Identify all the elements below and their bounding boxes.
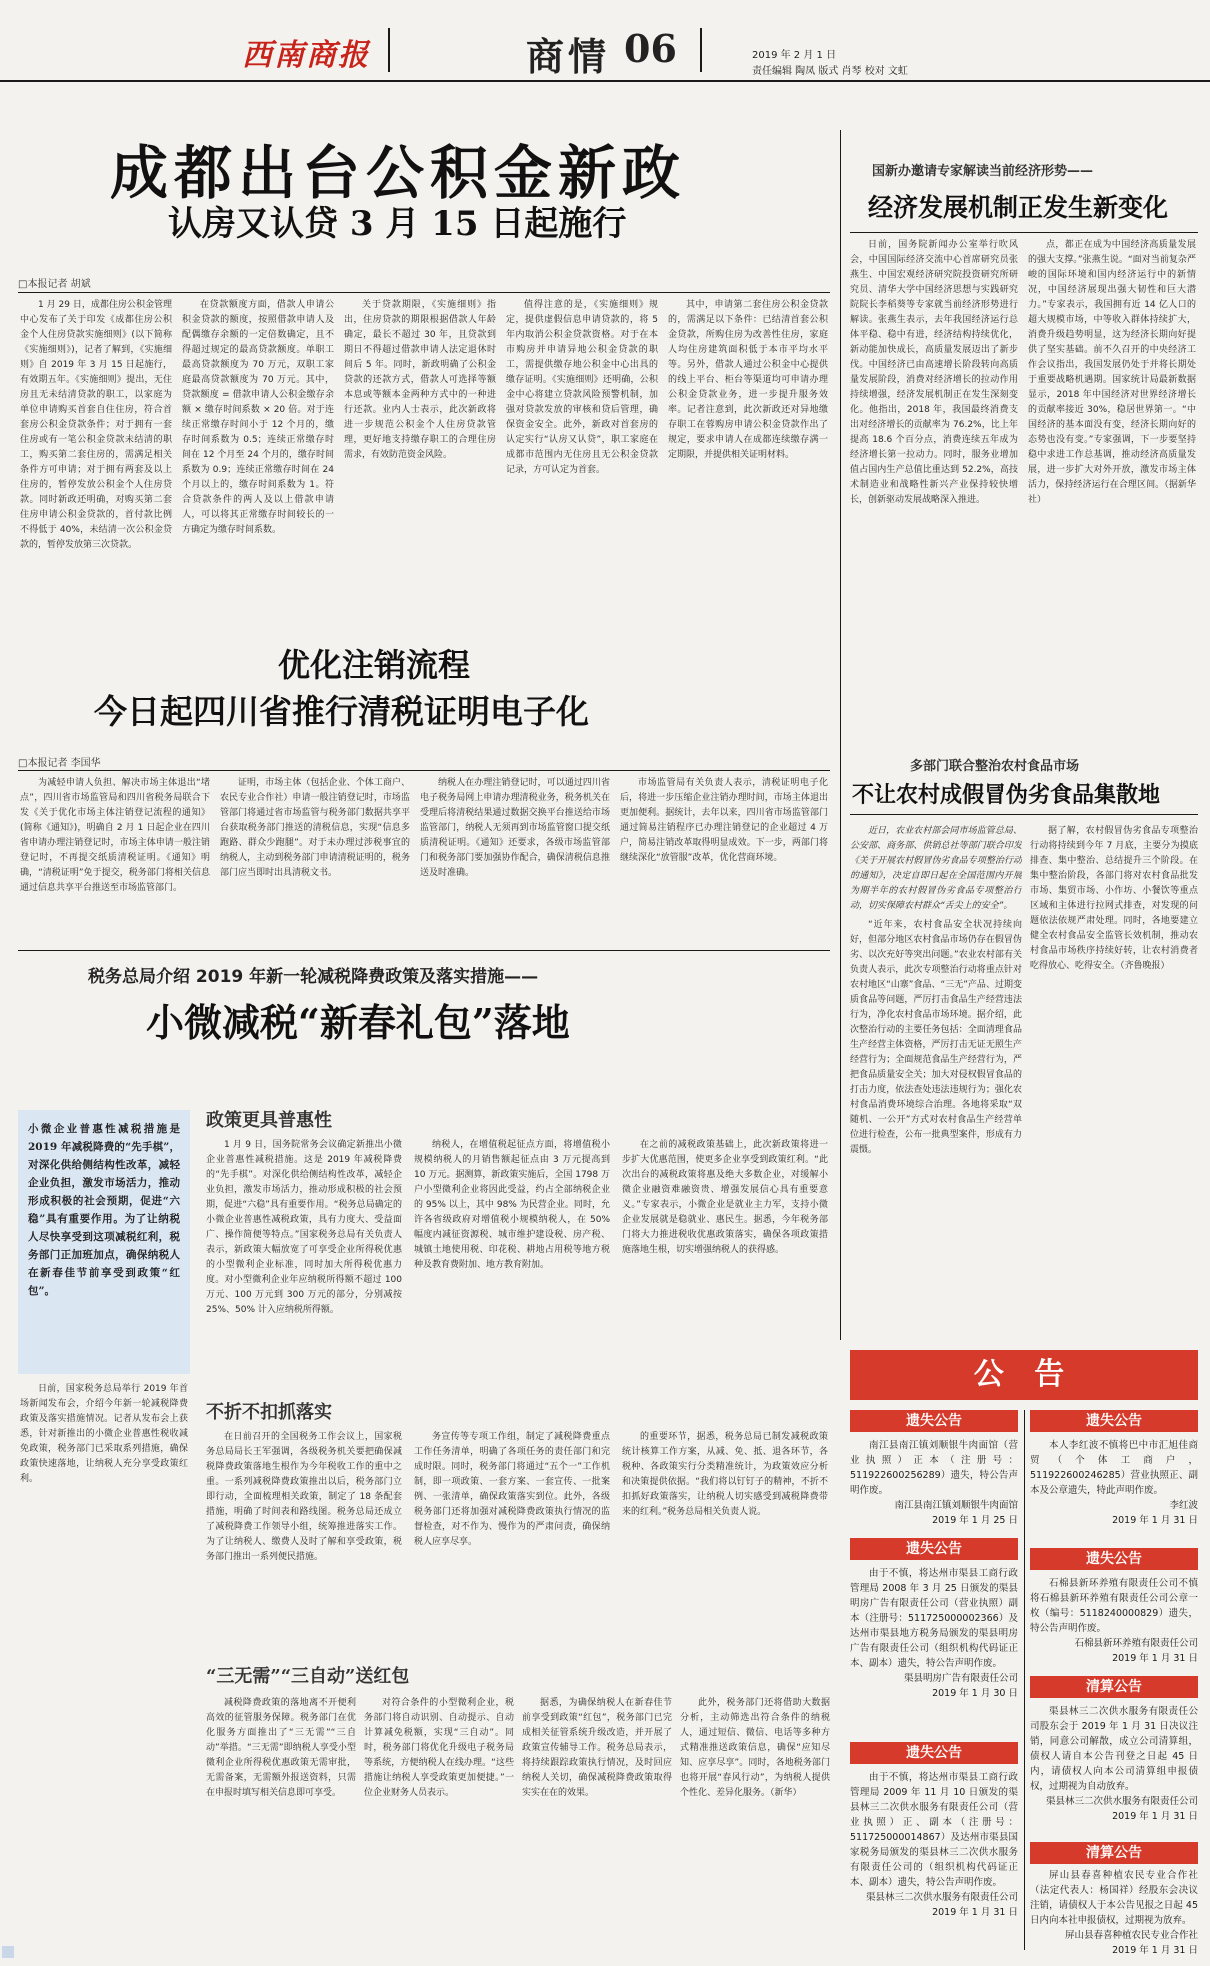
a2-column-2 [1028,238,1196,708]
a5-headline: 小微减税“新春礼包”落地 [146,1000,570,1045]
a4-kicker: 多部门联合整治农村食品市场 [910,759,1080,774]
a3-headline: 优化注销流程 [278,646,471,684]
masthead-divider-2 [700,28,702,72]
notice-4-head: 遗失公告 [1030,1410,1198,1432]
notice-5-date: 2019 年 1 月 31 日 [1112,1653,1198,1664]
a5-s1-col3-text: 在之前的减税政策基础上，此次新政策将进一步扩大优惠范围，使更多企业享受到政策红利。“此次出台的减税政策将惠及绝大多数企业，对缓解小微企业融资难融资贵、增强发展信心具有重要意义。”专家表示，小微企业是就业主力军，支持小微企业发展就是稳就业、惠民生。据悉，今年税务部门将大力推进税收优惠政策落实，确保各项政策措施落地生根，切实增强纳税人的获得感。 [622,1140,828,1255]
masthead-bottom-rule [0,80,1210,82]
editor-credits: 责任编辑 陶凤 版式 肖琴 校对 文虹 [752,66,908,77]
a1-col1-text: 1 月 29 日，成都住房公积金管理中心发布了关于印发《成都住房公积金个人住房贷款实施细则》(以下简称《实施细则》)，记者了解到，《实施细则》自 2019 年 3 月 15 日起施行，有效期五年。《实施细则》提出，无住房且无未结清贷款的职工，以家庭为单位申请购买首套自住住房，符合首套房公积金贷款条件；对于拥有一套住房或有一笔公积金贷款未结清的职工，购买第二套住房的，需满足相关条件方可申请；对于拥有两套及以上住房的，暂停发放公积金个人住房贷款。同时新政还明确，对购买第二套住房申请公积金贷款的，首付款比例不得低于 40%，未结清一次公积金贷款的，暂停发放第三次贷款。 [20,300,172,550]
notice-3-date: 2019 年 1 月 31 日 [932,1907,1018,1918]
a3-col3-text: 纳税人在办理注销登记时，可以通过四川省电子税务局网上申请办理清税业务，税务机关在受理后将清税结果通过数据交换平台推送给市场监管部门，纳税人无须再到市场监管窗口提交纸质清税证明。《通知》还要求，各级市场监管部门和税务部门要加强协作配合，确保清税信息推送及时准确。 [420,778,610,878]
masthead [0,0,1210,80]
section-title: 商情 [526,34,611,79]
issue-date: 2019 年 2 月 1 日 [752,50,837,61]
a5-s3-column-2 [364,1696,514,1942]
notice-2 [850,1538,1018,1734]
a5-section-2-head: 不折不扣抓落实 [206,1402,332,1423]
a5-s1-col1-text: 1 月 9 日，国务院常务会议确定新推出小微企业普惠性减税措施。这是 2019 年减税降费的“先手棋”。对深化供给侧结构性改革，减轻企业负担，激发市场活力，推动形成积极的社会预期，促进“六稳”具有重要作用。“税务总局确定的小微企业普惠性减税政策，具有力度大、受益面广、操作简便等特点。”国家税务总局有关负责人表示，新政策大幅放宽了可享受企业所得税优惠的小型微利企业标准，同时加大所得税优惠力度。对小型微利企业年应纳税所得额不超过 100 万元、100 万元到 300 万元的部分，分别减按 25%、50% 计入应纳税所得额。 [206,1140,402,1315]
a4-lead [850,824,1022,914]
a5-section-1-head: 政策更具普惠性 [206,1110,332,1131]
a1-headline: 成都出台公积金新政 [110,139,687,207]
notices-header [850,1350,1198,1400]
a1-column-1 [20,298,172,614]
a5-s3-col3-text: 据悉，为确保纳税人在新春佳节前享受到政策“红包”，税务部门已完成相关征管系统升级改造，并开展了政策宣传辅导工作。税务总局表示，将持续跟踪政策执行情况，及时回应纳税人关切，确保减税降费政策取得实实在在的效果。 [522,1698,672,1798]
masthead-logo: 西南商报 [242,38,370,73]
a5-s1-column-1 [206,1138,402,1374]
notice-6-sign: 渠县林三二次供水服务有限责任公司 [1045,1796,1198,1807]
notice-7-sign: 屏山县春喜种植农民专业合作社 [1064,1930,1198,1941]
a1-rule [18,292,830,293]
notice-1-head: 遗失公告 [850,1410,1018,1432]
a5-top-rule [18,950,830,951]
a5-s1-col2-text: 纳税人，在增值税起征点方面，将增值税小规模纳税人的月销售额起征点由 3 万元提高到 10 万元。据测算，新政策实施后，全国 1798 万户小型微利企业将因此受益，约占全部纳税企业的 95% 以上，其中 98% 为民营企业。同时，允许各省级政府对增值税小规模纳税人，在 50% 幅度内减征资源税、城市维护建设税、房产税、城镇土地使用税、印花税、耕地占用税等地方税种及教育费附加、地方教育附加。 [414,1140,610,1270]
notice-5-text: 石棉县新环养殖有限责任公司不慎将石棉县新环养殖有限责任公司公章一枚（编号：5118240000829）遗失，特公告声明作废。 [1030,1578,1198,1634]
a5-sidebar-col2 [20,1382,188,1942]
notice-7 [1030,1842,1198,1954]
a5-s2-column-2 [414,1430,610,1642]
a5-s1-column-3 [622,1138,828,1374]
a3-col1-text: 为减轻申请人负担、解决市场主体退出“堵点”，四川省市场监管局和四川省税务局联合下发《关于优化市场主体注销登记流程的通知》(简称《通知》)，明确自 2 月 1 日起企业在四川省申请办理注销登记时，市场主体申请一般注销登记时，不再提交纸质清税证明。《通知》明确，“清税证明”免于提交，税务部门将相关信息通过信息共享平台推送至市场监管部门。 [20,778,210,893]
a1-col5-text: 其中，申请第二套住房公积金贷款的，需满足以下条件：已结清首套公积金贷款，所购住房为改善性住房，家庭人均住房建筑面积低于本市平均水平等。另外，借款人通过公积金中心提供的线上平台、柜台等渠道均可申请办理公积金贷款业务，进一步提升服务效率。记者注意到，此次新政还对异地缴存职工在蓉购房申请公积金贷款作出了规定，要求申请人在成都连续缴存满一定期限，并提供相关证明材料。 [668,300,828,460]
a2-col1-text: 日前，国务院新闻办公室举行吹风会，中国国际经济交流中心首席研究员张燕生、中国宏观经济研究院投资研究所研究员、清华大学中国经济思想与实践研究院院长李稻葵等专家就当前经济形势进行解读。张燕生表示，去年我国经济运行总体平稳、稳中有进，经济结构持续优化，新动能加快成长，高质量发展迈出了新步伐。中国经济已由高速增长阶段转向高质量发展阶段，消费对经济增长的拉动作用持续增强，经济发展机制正在发生深刻变化。他指出，2018 年，我国最终消费支出对经济增长的贡献率为 76.2%，比上年提高 18.6 个百分点，消费连续五年成为经济增长第一拉动力。同时，服务业增加值占国内生产总值比重达到 52.2%，高技术制造业和战略性新兴产业保持较快增长，创新驱动发展战略深入推进。 [850,240,1018,505]
a4-column-2 [1030,824,1198,1336]
notice-6 [1030,1676,1198,1836]
a3-col4-text: 市场监管局有关负责人表示，清税证明电子化后，将进一步压缩企业注销办理时间，市场主体退出更加便利。据统计，去年以来，四川省市场监管部门通过简易注销程序已办理注销登记的企业超过 4 万户，简易注销改革取得明显成效。下一步，两部门将继续深化“放管服”改革，优化营商环境。 [620,778,828,863]
a2-headline: 经济发展机制正发生新变化 [868,193,1169,222]
notice-6-head: 清算公告 [1030,1676,1198,1698]
a2-rule [850,232,1198,233]
notice-2-date: 2019 年 1 月 30 日 [932,1688,1018,1699]
a5-s3-col4-text: 此外，税务部门还将借助大数据分析，主动筛选出符合条件的纳税人，通过短信、微信、电话等多种方式精准推送政策信息，确保“应知尽知、应享尽享”。同时，各地税务部门也将开展“春风行动”，为纳税人提供个性化、差异化服务。（新华） [680,1698,830,1798]
page-corner-square-icon [2,1946,14,1958]
a4-col1-text: “近年来，农村食品安全状况持续向好，但部分地区农村食品市场仍存在假冒伪劣、以次充好等突出问题。”农业农村部有关负责人表示，此次专项整治行动将重点针对农村地区“山寨”食品、“三无”产品、过期变质食品等问题，严厉打击食品生产经营违法行为，净化农村食品市场环境。据介绍，此次整治行动的主要任务包括：全面清理食品生产经营主体资格，严厉打击无证无照生产经营行为；全面规范食品生产经营行为，严把食品质量安全关；加大对侵权假冒食品的打击力度，依法查处违法违规行为；强化农村食品消费环境综合治理。各地将采取“双随机、一公开”方式对农村食品生产经营单位进行检查，公布一批典型案件，形成有力震慑。 [850,920,1022,1155]
a5-s2-column-3 [622,1430,828,1642]
notice-3-text: 由于不慎，将达州市渠县工商行政管理局 2009 年 11 月 10 日颁发的渠县林三二次供水服务有限责任公司（营业执照）正、副本（注册号：511725000014867）及达州市渠县国家税务局颁发的渠县林三二次供水服务有限责任公司的（组织机构代码证正本、副本）遗失，特公告声明作废。 [850,1772,1018,1888]
a3-column-4 [620,776,828,944]
a5-s3-column-4 [680,1696,830,1942]
a3-rule [18,770,830,771]
notice-1-text: 南江县南江镇刘顺银牛肉面馆（营业执照）正本（注册号：511922600256289）遗失，特公告声明作废。 [850,1440,1018,1496]
a1-col4-text: 值得注意的是，《实施细则》规定，提供虚假信息申请贷款的，将 5 年内取消公积金贷款资格。对于在本市购房并申请异地公积金贷款的职工，需提供缴存地公积金中心出具的缴存证明。《实施细则》还明确，公积金中心将建立贷款风险预警机制，加强对贷款发放的审核和贷后管理，确保资金安全。此外，新政对首套房的认定实行“认房又认贷”，职工家庭在成都市范围内无住房且无公积金贷款记录，方可认定为首套。 [506,300,658,475]
a5-s3-col2-text: 对符合条件的小型微利企业，税务部门将自动识别、自动提示、自动计算减免税额，实现“三自动”。同时，税务部门将优化升级电子税务局等系统，方便纳税人在线办理。“这些措施让纳税人享受政策更加便捷。”一位企业财务人员表示。 [364,1698,514,1798]
masthead-divider [388,28,390,72]
notice-3-sign: 渠县林三二次供水服务有限责任公司 [865,1892,1018,1903]
notice-5 [1030,1548,1198,1668]
notice-7-head: 清算公告 [1030,1842,1198,1864]
a3-column-1 [20,776,210,944]
a2-col2-text: 点，都正在成为中国经济高质量发展的强大支撑。”张燕生说。“面对当前复杂严峻的国际环境和国内经济运行中的新情况，中国经济展现出强大韧性和巨大潜力。”专家表示，我国拥有近 14 亿人口的超大规模市场，中等收入群体持续扩大，消费升级趋势明显，这为经济长期向好提供了坚实基础。前不久召开的中央经济工作会议指出，我国发展仍处于并将长期处于重要战略机遇期。国家统计局最新数据显示，2018 年中国经济对世界经济增长的贡献率接近 30%，稳居世界第一。“中国经济的基本面没有变，经济长期向好的态势也没有变。”专家强调，下一步要坚持稳中求进工作总基调，推动经济高质量发展，进一步扩大对外开放，激发市场主体活力，保持经济运行在合理区间。（据新华社） [1028,240,1196,505]
a5-section-3-head: “三无需”“三自动”送红包 [206,1666,410,1687]
notice-3 [850,1742,1018,1952]
notices-vertical-divider [1024,1410,1025,1950]
a1-col2-text: 在贷款额度方面，借款人申请公积金贷款的额度，按照借款申请人及配偶缴存余额的一定倍数确定，且不得超过规定的最高贷款额度。单职工最高贷款额度为 70 万元，双职工家庭最高贷款额度为 70 万元。其中，贷款额度 = 借款申请人公积金缴存余额 × 缴存时间系数 × 20 倍。对于连续正常缴存时间小于 12 个月的，缴存时间系数为 0.5；连续正常缴存时间在 12 个月至 24 个月的，缴存时间系数为 0.9；连续正常缴存时间在 24 个月以上的，缴存时间系数为 1。符合贷款条件的两人及以上借款申请人，可以将其正常缴存时间较长的一方确定为缴存时间系数。 [182,300,334,535]
notice-3-head: 遗失公告 [850,1742,1018,1764]
a3-column-2 [220,776,410,944]
a1-column-4 [506,298,658,614]
a3-col2-text: 证明，市场主体（包括企业、个体工商户、农民专业合作社）申请一般注销登记时，市场监管部门将通过省市场监管与税务部门数据共享平台获取税务部门推送的清税信息，实现“信息多跑路、群众少跑腿”。对于未办理过涉税事宜的纳税人，主动到税务部门申请清税证明的，税务部门应当即时出具清税文书。 [220,778,410,878]
a5-s1-column-2 [414,1138,610,1374]
notices-header-title: 公 告 [973,1357,1075,1392]
notice-7-date: 2019 年 1 月 31 日 [1112,1945,1198,1956]
a5-s2-col3-text: 的重要环节，据悉，税务总局已制发减税政策统计核算工作方案，从减、免、抵、退各环节，各税种、各政策实行分类精准统计，为政策效应分析和决策提供依据。“我们将以钉钉子的精神，不折不扣抓好政策落实，让纳税人切实感受到减税降费带来的红利。”税务总局相关负责人说。 [622,1432,828,1517]
a1-byline: □本报记者 胡斌 [18,279,91,290]
a1-col3-text: 关于贷款期限，《实施细则》指出，住房贷款的期限根据借款人年龄确定，最长不超过 30 年，且贷款到期日不得超过借款申请人法定退休时间后 5 年。同时，新政明确了公积金贷款的还款方式，借款人可选择等额本息或等额本金两种方式中的一种进行还款。业内人士表示，此次新政将进一步规范公积金个人住房贷款管理，更好地支持缴存职工的合理住房需求，有效防范资金风险。 [344,300,496,460]
a4-column-1 [850,918,1022,1336]
a5-s3-column-1 [206,1696,356,1942]
a5-sidebar [18,1110,190,1374]
a1-subheadline: 认房又认贷 3 月 15 日起施行 [168,204,627,244]
a5-s3-col1-text: 减税降费政策的落地离不开便利高效的征管服务保障。税务部门在优化服务方面推出了“三无需”“三自动”举措。“三无需”即纳税人享受小型微利企业所得税优惠政策无需审批，无需备案，无需额外报送资料，只需在申报时填写相关信息即可享受。 [206,1698,356,1798]
a2-kicker: 国新办邀请专家解读当前经济形势—— [872,164,1094,179]
a5-s2-col1-text: 在日前召开的全国税务工作会议上，国家税务总局局长王军强调，各级税务机关要把确保减税降费政策落地生根作为今年税收工作的重中之重。一系列减税降费政策推出以后，税务部门立即行动，全面梳理相关政策，制定了 18 条配套措施，明确了时间表和路线图。税务总局还成立了减税降费工作领导小组，统筹推进落实工作。为了让纳税人、缴费人及时了解和享受政策，税务部门推出一系列便民措施。 [206,1432,402,1562]
a4-col2-text: 据了解，农村假冒伪劣食品专项整治行动将持续到今年 7 月底，主要分为摸底排查、集中整治、总结提升三个阶段。在集中整治阶段，各部门将对农村食品批发市场、集贸市场、小作坊、小餐饮等重点区域和主体进行拉网式排查，对发现的问题依法依规严肃处理。同时，各地要建立健全农村食品安全监管长效机制，推动农村食品市场秩序持续好转，让农村消费者吃得放心、吃得安全。（齐鲁晚报） [1030,826,1198,971]
notice-4-sign: 李红波 [1169,1500,1198,1511]
notice-5-head: 遗失公告 [1030,1548,1198,1570]
a5-sidebar-text: 小微企业普惠性减税措施是 2019 年减税降费的“先手棋”，对深化供给侧结构性改革，减轻企业负担，激发市场活力，推动形成积极的社会预期，促进“六稳”具有重要作用。为了让纳税人尽快享受到这项减税红利，税务部门正加班加点，确保纳税人在新春佳节前享受到政策“红包”。 [28,1123,180,1297]
notice-2-sign: 渠县明房广告有限责任公司 [903,1673,1018,1684]
a3-subheadline: 今日起四川省推行清税证明电子化 [94,692,589,731]
notice-1-sign: 南江县南江镇刘顺银牛肉面馆 [894,1500,1018,1511]
a5-s3-column-3 [522,1696,672,1942]
notice-6-text: 渠县林三二次供水服务有限责任公司股东会于 2019 年 1 月 31 日决议注销，同意公司解散，成立公司清算组，债权人请自本公告刊登之日起 45 日内，请债权人向本公司清算组申报债权，过期视为自动放弃。 [1030,1706,1198,1792]
a5-sidebar2-text: 日前，国家税务总局举行 2019 年首场新闻发布会，介绍今年新一轮减税降费政策及落实措施情况。记者从发布会上获悉，针对新推出的小微企业普惠性税收减免政策，税务部门已采取系列措施，确保政策快速落地，让纳税人充分享受政策红利。 [20,1384,188,1484]
notice-5-sign: 石棉县新环养殖有限责任公司 [1074,1638,1198,1649]
a3-column-3 [420,776,610,944]
notice-1-date: 2019 年 1 月 25 日 [932,1515,1018,1526]
notice-2-text: 由于不慎，将达州市渠县工商行政管理局 2008 年 3 月 25 日颁发的渠县明房广告有限责任公司（营业执照）副本（注册号：511725000002366）及达州市渠县地方税务局颁发的渠县明房广告有限责任公司（组织机构代码证正本、副本）遗失，特公告声明作废。 [850,1568,1018,1669]
right-vertical-divider [840,750,841,1340]
a5-s2-col2-text: 务宣传等专项工作组，制定了减税降费重点工作任务清单，明确了各项任务的责任部门和完成时限。同时，税务部门将通过“五个一”工作机制，即一项政策、一套方案、一套宣传、一批案例、一张清单，确保政策落实到位。此外，各级税务部门还将加强对减税降费政策执行情况的监督检查，对不作为、慢作为的严肃问责，确保纳税人应享尽享。 [414,1432,610,1547]
a1-column-2 [182,298,334,614]
notice-4-date: 2019 年 1 月 31 日 [1112,1515,1198,1526]
notice-1 [850,1410,1018,1528]
a4-lead-text: 近日，农业农村部会同市场监管总局、公安部、商务部、供销总社等部门联合印发《关于开展农村假冒伪劣食品专项整治行动的通知》，决定自即日起在全国范围内开展为期半年的农村假冒伪劣食品专项整治行动，切实保障农村群众“舌尖上的安全”。 [850,826,1022,911]
a4-headline: 不让农村成假冒伪劣食品集散地 [852,782,1161,808]
a5-kicker: 税务总局介绍 2019 年新一轮减税降费政策及落实措施—— [88,967,539,987]
page-number: 06 [624,26,677,71]
notice-4 [1030,1410,1198,1540]
a2-column-1 [850,238,1018,708]
a1-column-5 [668,298,828,614]
a4-rule [850,814,1198,815]
main-vertical-divider [840,130,841,750]
notice-6-date: 2019 年 1 月 31 日 [1112,1811,1198,1822]
notice-2-head: 遗失公告 [850,1538,1018,1560]
notice-4-text: 本人李红波不慎将巴中市汇旭佳商贸（个体工商户，511922600246285）营业执照正、副本及公章遗失，特此声明作废。 [1030,1440,1198,1496]
a5-s2-column-1 [206,1430,402,1642]
a3-byline: □本报记者 李国华 [18,758,101,769]
notice-7-text: 屏山县春喜种植农民专业合作社（法定代表人：杨国祥）经股东会决议注销，请债权人于本公告见报之日起 45 日内向本社申报债权，过期视为放弃。 [1030,1870,1198,1926]
a1-column-3 [344,298,496,614]
